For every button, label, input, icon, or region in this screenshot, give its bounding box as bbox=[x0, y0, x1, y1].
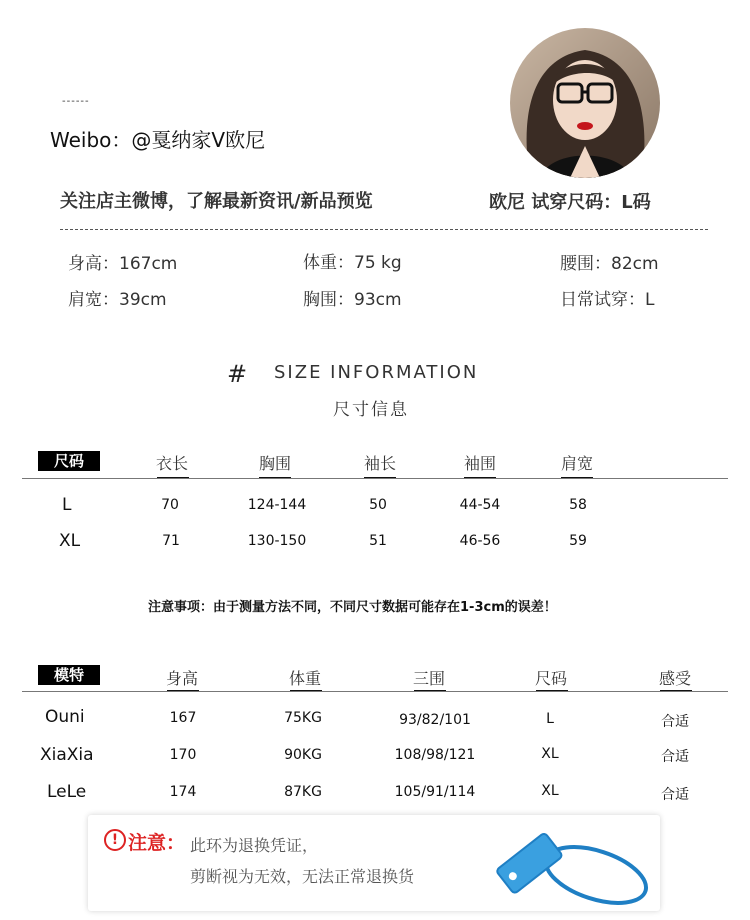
measure-daily: 日常试穿：L bbox=[560, 290, 655, 310]
return-tag-icon bbox=[492, 815, 660, 911]
cell: 90KG bbox=[284, 747, 322, 763]
measurement-note: 注意事项：由于测量方法不同，不同尺寸数据可能存在1-3cm的误差！ bbox=[148, 600, 557, 615]
cell: 170 bbox=[169, 747, 197, 763]
table-rule bbox=[22, 691, 728, 692]
measure-weight: 体重：75 kg bbox=[303, 253, 402, 273]
size-header: 肩宽 bbox=[560, 454, 593, 473]
cell: 174 bbox=[169, 784, 197, 800]
cell: 合适 bbox=[661, 714, 689, 730]
model-header: 尺码 bbox=[534, 669, 567, 688]
cell: L bbox=[546, 711, 554, 727]
decorative-dash: ------ bbox=[62, 96, 90, 107]
cell: 50 bbox=[369, 497, 387, 513]
cell: 87KG bbox=[284, 784, 322, 800]
measure-shoulder: 肩宽：39cm bbox=[68, 290, 167, 310]
table-rule bbox=[22, 478, 728, 479]
cell: 75KG bbox=[284, 710, 322, 726]
warning-line-1: 此环为退换凭证， bbox=[190, 836, 319, 855]
weibo-handle: Weibo：@戛纳家V欧尼 bbox=[50, 128, 266, 152]
cell: 93/82/101 bbox=[399, 712, 471, 728]
model-header: 感受 bbox=[658, 669, 691, 688]
model-name: XiaXia bbox=[40, 745, 94, 765]
cell: XL bbox=[541, 783, 559, 799]
cell: 130-150 bbox=[247, 533, 307, 549]
cell: 51 bbox=[369, 533, 387, 549]
size-badge: 尺码 bbox=[38, 451, 100, 471]
warning-title: 注意： bbox=[128, 832, 186, 854]
measure-chest: 胸围：93cm bbox=[303, 290, 402, 310]
cell: 46-56 bbox=[459, 533, 501, 549]
cell: 合适 bbox=[661, 787, 689, 803]
cell: 108/98/121 bbox=[394, 747, 476, 763]
model-name: Ouni bbox=[45, 707, 85, 727]
cell: 124-144 bbox=[247, 497, 307, 513]
exclamation-icon: ! bbox=[104, 829, 126, 851]
size-header: 胸围 bbox=[258, 454, 291, 473]
size-header: 衣长 bbox=[155, 454, 188, 473]
cell: 105/91/114 bbox=[394, 784, 476, 800]
follow-notice: 关注店主微博，了解最新资讯/新品预览 bbox=[60, 191, 373, 212]
cell: 70 bbox=[161, 497, 179, 513]
warning-line-2: 剪断视为无效，无法正常退换货 bbox=[190, 867, 415, 886]
model-name: LeLe bbox=[47, 782, 87, 802]
section-hash: # bbox=[227, 360, 248, 388]
model-badge: 模特 bbox=[38, 665, 100, 685]
model-header: 三围 bbox=[412, 669, 445, 688]
row-size: L bbox=[62, 495, 72, 515]
measure-waist: 腰围：82cm bbox=[560, 254, 659, 274]
cell: 合适 bbox=[661, 749, 689, 765]
cell: 58 bbox=[569, 497, 587, 513]
model-header: 身高 bbox=[165, 669, 198, 688]
section-title: SIZE INFORMATION bbox=[274, 362, 479, 383]
section-subtitle: 尺寸信息 bbox=[333, 400, 409, 420]
size-header: 袖围 bbox=[463, 454, 496, 473]
cell: 44-54 bbox=[459, 497, 501, 513]
cell: XL bbox=[541, 746, 559, 762]
cell: 167 bbox=[169, 710, 197, 726]
try-size: 欧尼 试穿尺码：L码 bbox=[489, 192, 651, 213]
cell: 71 bbox=[162, 533, 180, 549]
cell: 59 bbox=[569, 533, 587, 549]
row-size: XL bbox=[59, 531, 81, 551]
avatar bbox=[510, 28, 660, 178]
dashed-divider bbox=[60, 229, 708, 230]
size-header: 袖长 bbox=[363, 454, 396, 473]
model-header: 体重 bbox=[288, 669, 321, 688]
measure-height: 身高：167cm bbox=[68, 254, 178, 274]
